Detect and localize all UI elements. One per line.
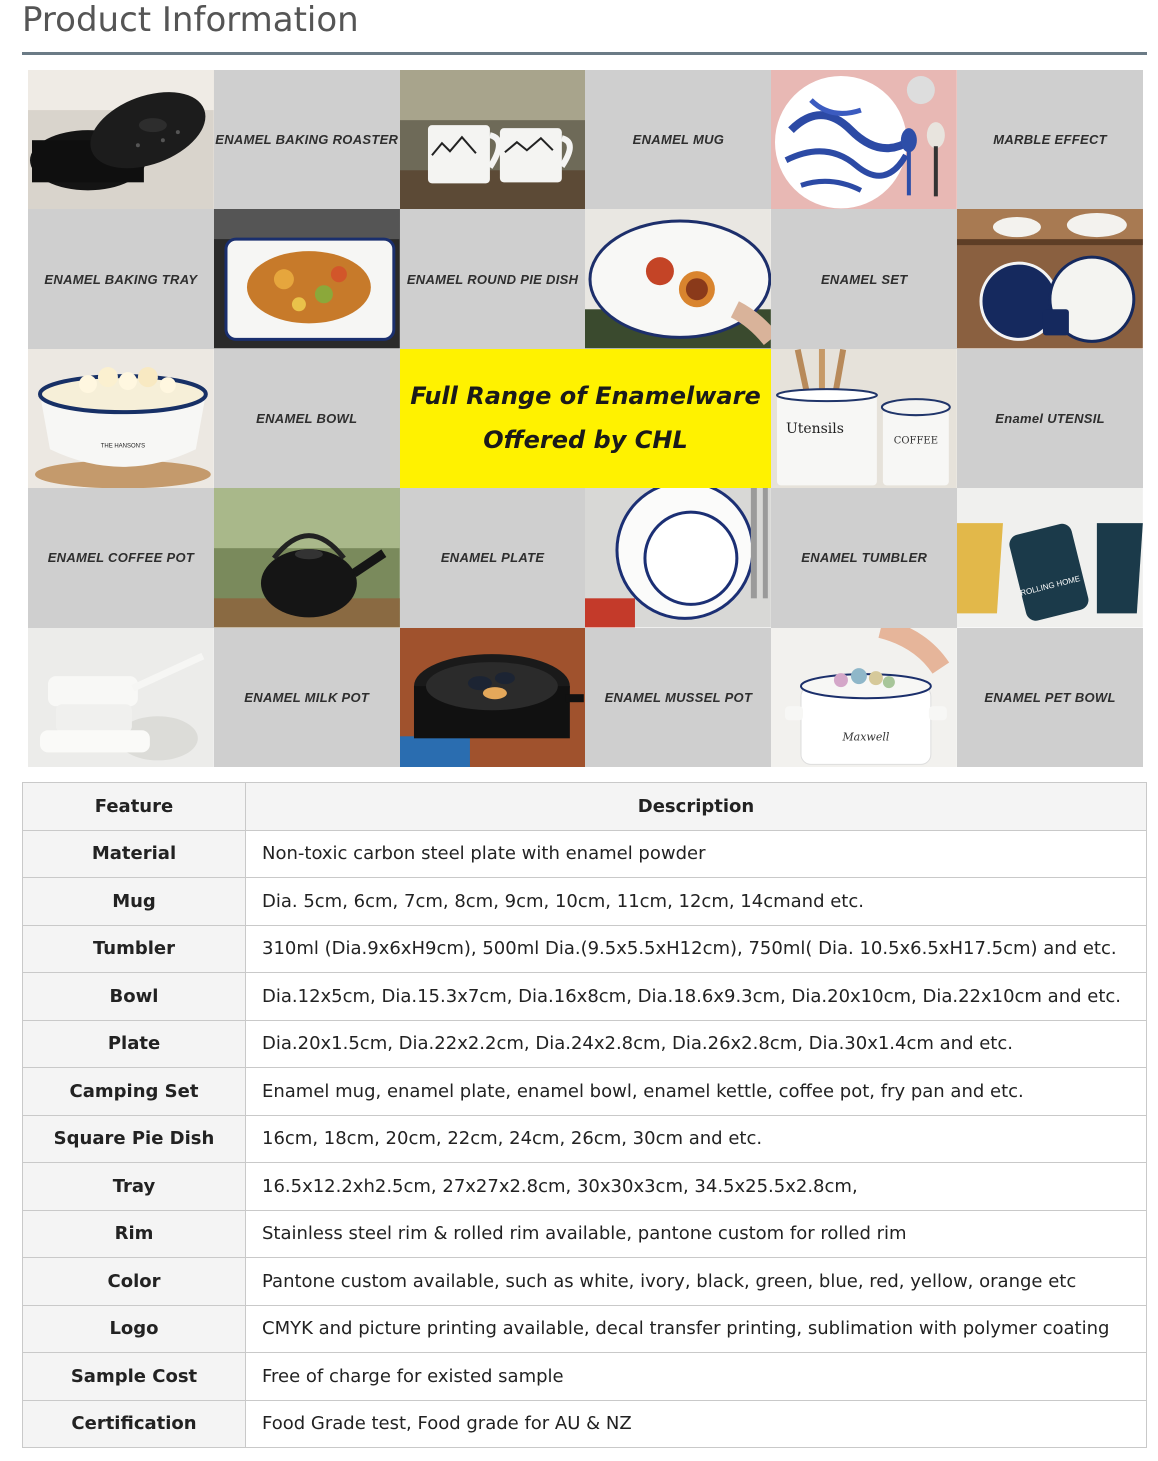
description-cell: Food Grade test, Food grade for AU & NZ — [246, 1400, 1147, 1448]
headline-line-1: Full Range of Enamelware — [410, 382, 761, 411]
feature-cell: Camping Set — [23, 1068, 246, 1116]
description-cell: Enamel mug, enamel plate, enamel bowl, enamel kettle, coffee pot, fry pan and etc. — [246, 1068, 1147, 1116]
title-divider — [22, 52, 1147, 55]
utensil-photo — [771, 349, 957, 488]
feature-cell: Tray — [23, 1163, 246, 1211]
table-row — [23, 1305, 1147, 1353]
table-row — [23, 1210, 1147, 1258]
roaster-photo — [28, 70, 214, 209]
table-row — [23, 973, 1147, 1021]
mug-photo — [400, 70, 586, 209]
tray-photo — [214, 209, 400, 348]
feature-cell: Mug — [23, 878, 246, 926]
feature-cell: Certification — [23, 1400, 246, 1448]
table-row — [23, 1068, 1147, 1116]
label-mug: ENAMEL MUG — [585, 70, 771, 209]
header-feature: Feature — [23, 783, 246, 831]
feature-cell: Rim — [23, 1210, 246, 1258]
feature-cell: Logo — [23, 1305, 246, 1353]
label-baking-roaster: ENAMEL BAKING ROASTER — [214, 70, 400, 209]
page-title: Product Information — [22, 0, 359, 40]
description-cell: 16.5x12.2xh2.5cm, 27x27x2.8cm, 30x30x3cm, 34.5x25.5x2.8cm, — [246, 1163, 1147, 1211]
table-row — [23, 1163, 1147, 1211]
tumbler-photo — [957, 488, 1143, 627]
table-row — [23, 1115, 1147, 1163]
bowl-brand-text: THE HANSON'S — [100, 443, 146, 450]
rolling-text: ROLLING HOME — [1019, 574, 1082, 598]
feature-cell: Material — [23, 830, 246, 878]
table-row — [23, 925, 1147, 973]
coffee-text: COFFEE — [894, 435, 939, 447]
table-row — [23, 1258, 1147, 1306]
label-mussel-pot: ENAMEL MUSSEL POT — [585, 628, 771, 767]
description-cell: 310ml (Dia.9x6xH9cm), 500ml Dia.(9.5x5.5xH12cm), 750ml( Dia. 10.5x6.5xH17.5cm) and etc. — [246, 925, 1147, 973]
description-cell: Pantone custom available, such as white, ivory, black, green, blue, red, yellow, orange etc — [246, 1258, 1147, 1306]
feature-cell: Plate — [23, 1020, 246, 1068]
utensils-text: Utensils — [786, 421, 845, 438]
feature-cell: Color — [23, 1258, 246, 1306]
coffee-pot-photo — [214, 488, 400, 627]
label-bowl: ENAMEL BOWL — [214, 349, 400, 488]
label-set: ENAMEL SET — [771, 209, 957, 348]
banner-headline — [400, 349, 772, 488]
marble-photo — [771, 70, 957, 209]
table-row — [23, 1400, 1147, 1448]
feature-cell: Sample Cost — [23, 1353, 246, 1401]
label-marble: MARBLE EFFECT — [957, 70, 1143, 209]
description-cell: Dia. 5cm, 6cm, 7cm, 8cm, 9cm, 10cm, 11cm, 12cm, 14cmand etc. — [246, 878, 1147, 926]
label-tumbler: ENAMEL TUMBLER — [771, 488, 957, 627]
spec-table — [22, 782, 1147, 1448]
header-description: Description — [246, 783, 1147, 831]
table-row — [23, 878, 1147, 926]
table-row — [23, 1353, 1147, 1401]
description-cell: Stainless steel rim & rolled rim available, pantone custom for rolled rim — [246, 1210, 1147, 1258]
description-cell: Non-toxic carbon steel plate with enamel powder — [246, 830, 1147, 878]
label-baking-tray: ENAMEL BAKING TRAY — [28, 209, 214, 348]
label-plate: ENAMEL PLATE — [400, 488, 586, 627]
table-header-row — [23, 783, 1147, 831]
label-utensil: Enamel UTENSIL — [957, 349, 1143, 488]
plate-photo — [585, 488, 771, 627]
product-banner — [28, 70, 1143, 767]
label-coffee-pot: ENAMEL COFFEE POT — [28, 488, 214, 627]
label-milk-pot: ENAMEL MILK POT — [214, 628, 400, 767]
maxwell-text: Maxwell — [842, 729, 890, 743]
feature-cell: Square Pie Dish — [23, 1115, 246, 1163]
bowl-photo — [28, 349, 214, 488]
feature-cell: Bowl — [23, 973, 246, 1021]
pie-dish-photo — [585, 209, 771, 348]
description-cell: Free of charge for existed sample — [246, 1353, 1147, 1401]
description-cell: Dia.20x1.5cm, Dia.22x2.2cm, Dia.24x2.8cm, Dia.26x2.8cm, Dia.30x1.4cm and etc. — [246, 1020, 1147, 1068]
description-cell: 16cm, 18cm, 20cm, 22cm, 24cm, 26cm, 30cm and etc. — [246, 1115, 1147, 1163]
table-row — [23, 1020, 1147, 1068]
milk-pot-photo — [28, 628, 214, 767]
description-cell: CMYK and picture printing available, decal transfer printing, sublimation with polymer coating — [246, 1305, 1147, 1353]
label-round-pie-dish: ENAMEL ROUND PIE DISH — [400, 209, 586, 348]
mussel-pot-photo — [400, 628, 586, 767]
description-cell: Dia.12x5cm, Dia.15.3x7cm, Dia.16x8cm, Dia.18.6x9.3cm, Dia.20x10cm, Dia.22x10cm and etc. — [246, 973, 1147, 1021]
set-photo — [957, 209, 1143, 348]
pet-bowl-photo — [771, 628, 957, 767]
feature-cell: Tumbler — [23, 925, 246, 973]
label-pet-bowl: ENAMEL PET BOWL — [957, 628, 1143, 767]
table-row — [23, 830, 1147, 878]
headline-line-2: Offered by CHL — [483, 426, 688, 455]
